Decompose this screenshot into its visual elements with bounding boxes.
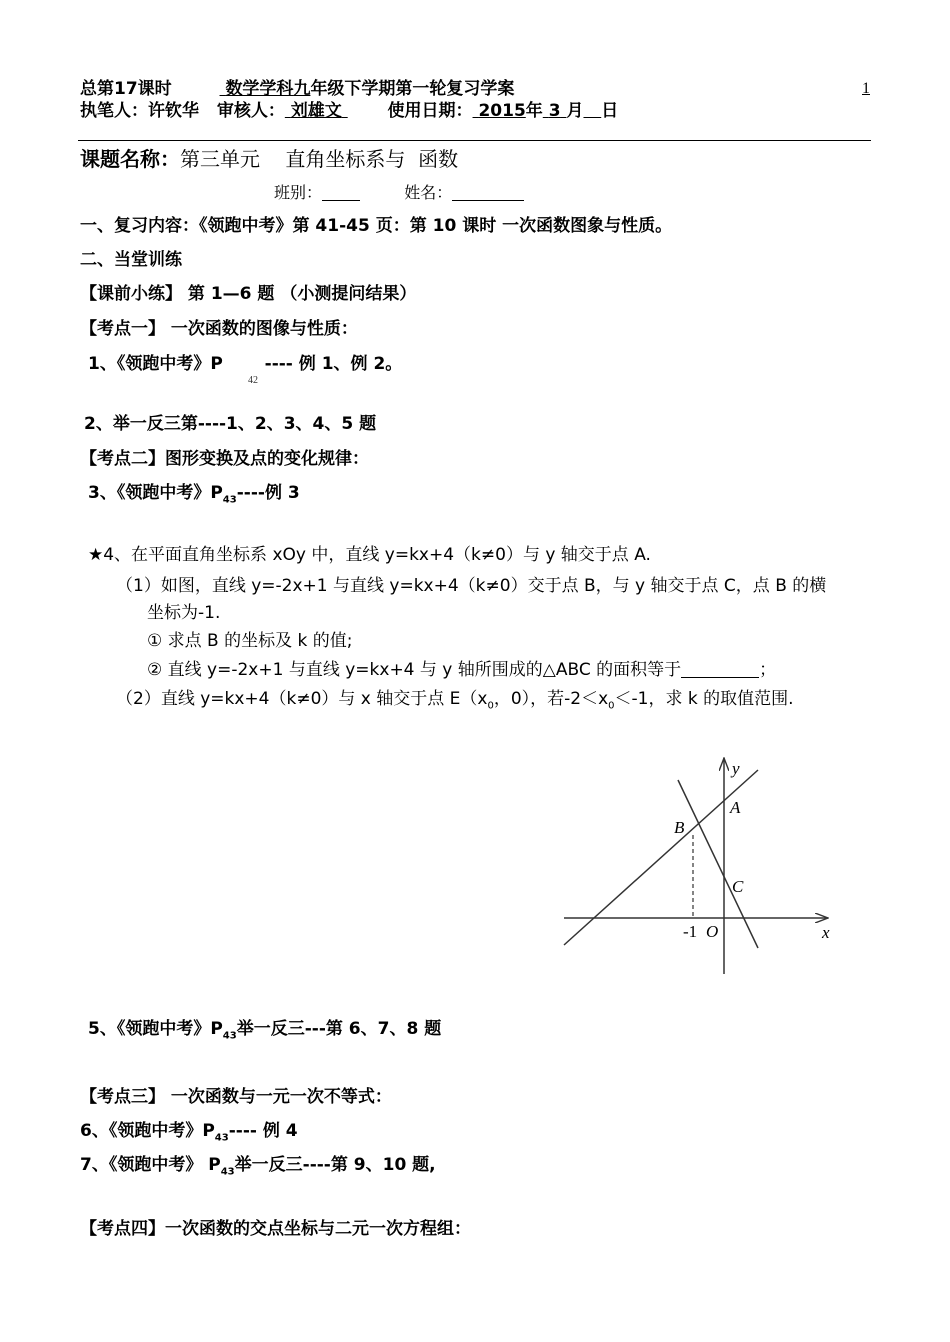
student-info (274, 182, 524, 204)
author: 执笔人：许钦华 (80, 101, 199, 121)
question-4: ★4、在平面直角坐标系 xOy 中，直线 y=kx+4（k≠0）与 y 轴交于点 A. (88, 545, 651, 565)
item-5: 5、《领跑中考》$P_{43}$举一反三---第 6、7、8 题 (88, 1019, 442, 1042)
label-A: A (730, 798, 741, 817)
key-point-2: 【考点二】图形变换及点的变化规律： (80, 449, 369, 469)
item-3: 3、《领跑中考》$P_{43}----$例 3 (88, 483, 300, 506)
date-label: 使用日期： (387, 101, 473, 121)
label-y: y (732, 759, 740, 778)
question-4-part-2: （2）直线 y=kx+4（k≠0）与 x 轴交于点 $E(x_0$，0），若$-2<x_0<-1$，求 k 的取值范围. (116, 689, 794, 712)
class-blank[interactable] (322, 184, 360, 201)
practice-heading: 二、当堂训练 (80, 250, 182, 270)
header-divider (78, 140, 871, 141)
item-6: 6、《领跑中考》$P_{43}----$ 例 4 (80, 1121, 298, 1144)
topic-text: 第三单元 直角坐标系与 函数 (180, 147, 459, 171)
label-O: O (706, 922, 719, 941)
label-C: C (732, 877, 744, 896)
item-7: 7、《领跑中考》 $P_{43}$举一反三----第 9、10 题, (80, 1155, 436, 1178)
question-4-sub-2: ② 直线 y=-2x+1 与直线 y=kx+4 与 y 轴所围成的△ABC 的面积等于 ； (147, 660, 777, 680)
review-content: 一、复习内容：《领跑中考》第 41-45 页：第 10 课时 一次函数图象与性质。 (80, 216, 673, 236)
header-line-2: 执笔人：许钦华 审核人： 刘雄文 使用日期： 2015年 3 月 日 (80, 101, 619, 121)
key-point-4: 【考点四】一次函数的交点坐标与二元一次方程组： (80, 1219, 471, 1239)
name-blank[interactable] (452, 184, 524, 201)
key-point-1: 【考点一】 一次函数的图像与性质： (80, 319, 358, 339)
reviewer: 刘雄文 (290, 101, 342, 121)
coordinate-figure (560, 752, 840, 980)
name-label: 姓名： (404, 183, 453, 202)
pre-test: 【课前小练】 第 1—6 题 （小测提问结果） (80, 284, 417, 304)
question-4-part-1-cont: 坐标为-1. (147, 603, 221, 623)
question-4-sub-1: ① 求点 B 的坐标及 k 的值; (147, 631, 353, 651)
header-line-1: 总第17课时 数学学科九年级下学期第一轮复习学案 (80, 79, 515, 99)
topic-line (80, 146, 458, 172)
question-4-part-1: （1）如图，直线 y=-2x+1 与直线 y=kx+4（k≠0）交于点 B，与 y 轴交于点 C，点 B 的横 (116, 576, 827, 596)
label-x: x (822, 923, 830, 942)
date-year: 2015 (478, 101, 526, 121)
label-neg1: -1 (683, 922, 698, 941)
topic-label: 课题名称： (80, 147, 180, 171)
item-2: 2、举一反三第----1、2、3、4、5 题 (84, 414, 377, 434)
item-1: 1、《领跑中考》P ---- 例 1、例 2。 (88, 354, 403, 374)
label-B: B (674, 818, 685, 837)
page-number: 1 (862, 80, 870, 97)
reviewer-label: 审核人： (216, 101, 285, 121)
date-day-blank (583, 101, 601, 121)
lesson-number: 总第17课时 (80, 79, 172, 99)
area-answer-blank[interactable] (681, 661, 759, 678)
subject-title: 数学学科九 (225, 79, 311, 99)
date-month: 3 (548, 101, 561, 121)
class-label: 班别： (274, 183, 323, 202)
key-point-3: 【考点三】 一次函数与一元一次不等式： (80, 1087, 392, 1107)
item-1-page: 42 (248, 375, 258, 386)
